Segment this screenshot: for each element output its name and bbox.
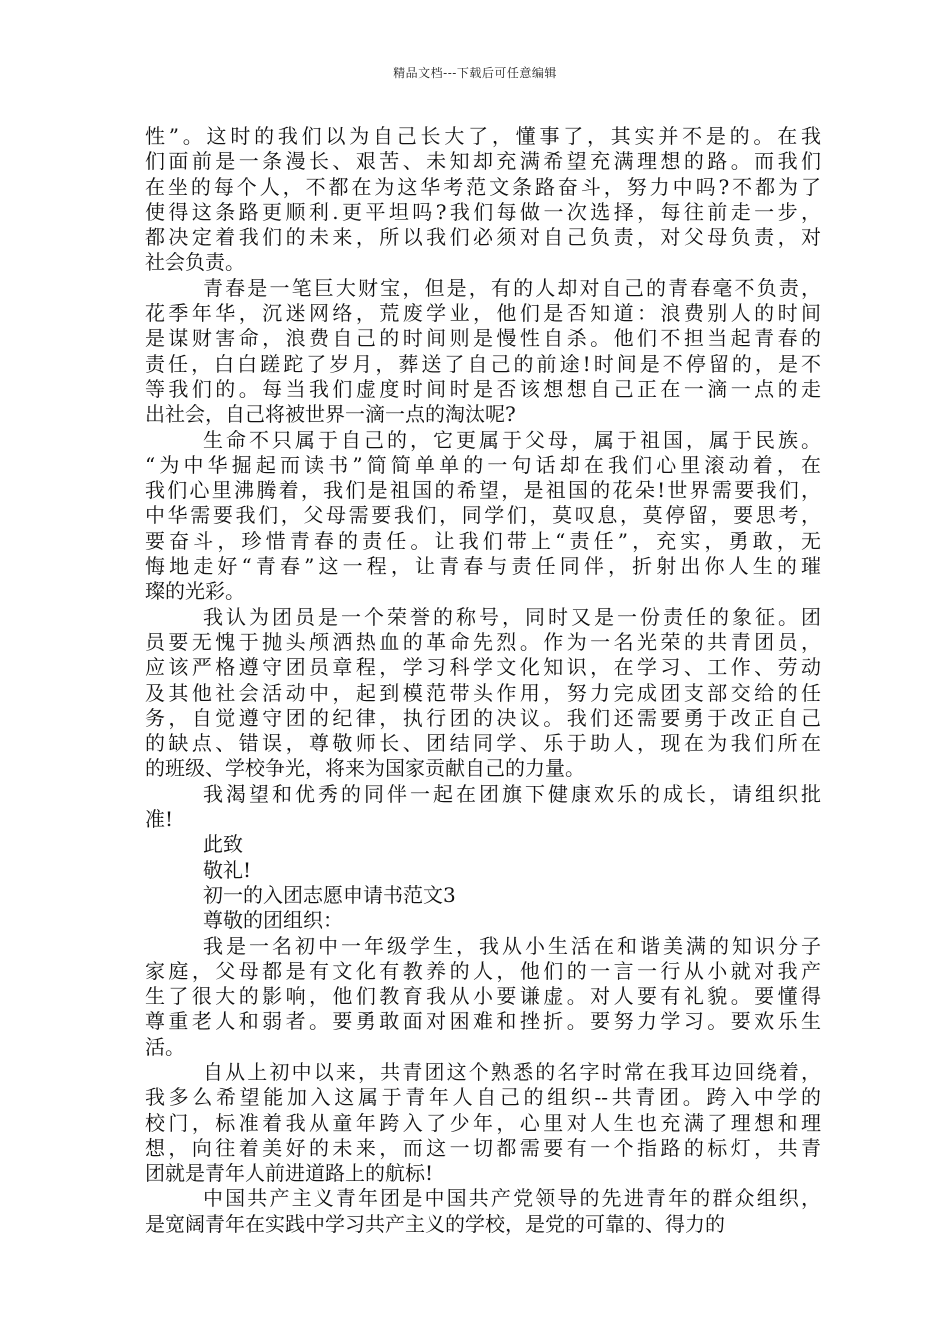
paragraph [145, 1186, 821, 1237]
paragraph [145, 276, 821, 428]
text-line: 生了很大的影响，他们教育我从小要谦虚。对人要有礼貌。要懂得 [145, 984, 821, 1009]
text-line: 花季年华，沉迷网络，荒废学业，他们是否知道：浪费别人的时间 [145, 301, 821, 326]
text-line: 生命不只属于自己的，它更属于父母，属于祖国，属于民族。 [203, 427, 821, 452]
text-line: 中国共产主义青年团是中国共产党领导的先进青年的群众组织， [203, 1186, 821, 1211]
text-line: 是谋财害命，浪费自己的时间则是慢性自杀。他们不担当起青春的 [145, 326, 821, 351]
paragraph [145, 428, 821, 605]
text-line: 及其他社会活动中，起到模范带头作用，努力完成团支部交给的任 [145, 680, 821, 705]
text-line: 应该严格遵守团员章程，学习科学文化知识，在学习、工作、劳动 [145, 655, 821, 680]
text-line: 自从上初中以来，共青团这个熟悉的名字时常在我耳边回绕着， [203, 1059, 821, 1084]
text-line: 责任，白白蹉跎了岁月，葬送了自己的前途!时间是不停留的，是不 [145, 351, 821, 376]
text-line: 悔地走好“青春”这一程，让青春与责任同伴，折射出你人生的璀 [145, 554, 821, 579]
paragraph [145, 605, 821, 782]
text-line: 此致 [203, 832, 243, 857]
text-line: 的缺点、错误，尊敬师长、团结同学、乐于助人，现在为我们所在 [145, 731, 821, 756]
text-line: 是宽阔青年在实践中学习共产主义的学校，是党的可靠的、得力的 [145, 1211, 725, 1236]
text-line: 等我们的。每当我们虚度时间时是否该想想自己正在一滴一点的走 [145, 376, 821, 401]
text-line: 我是一名初中一年级学生，我从小生活在和谐美满的知识分子 [203, 933, 821, 958]
text-line: 出社会，自己将被世界一滴一点的淘汰呢? [145, 402, 516, 427]
text-line: 尊重老人和弱者。要勇敢面对困难和挫折。要努力学习。要欢乐生 [145, 1009, 821, 1034]
text-line: 初一的入团志愿申请书范文3 [203, 882, 456, 907]
text-line: 璨的光彩。 [145, 579, 245, 604]
text-line: 要奋斗，珍惜青春的责任。让我们带上“责任”，充实，勇敢，无 [145, 528, 821, 553]
text-line: 都决定着我们的未来，所以我们必须对自己负责，对父母负责，对 [145, 225, 821, 250]
paragraph [145, 1060, 821, 1186]
paragraph [145, 858, 821, 883]
text-line: 团就是青年人前进道路上的航标! [145, 1161, 434, 1186]
paragraph [145, 883, 821, 908]
text-line: 中华需要我们，父母需要我们，同学们，莫叹息，莫停留，要思考， [145, 503, 821, 528]
document-body [145, 124, 821, 1237]
text-line: 社会负责。 [145, 250, 245, 275]
text-line: 准! [145, 807, 174, 832]
paragraph [145, 124, 821, 276]
text-line: 员要无愧于抛头颅洒热血的革命先烈。作为一名光荣的共青团员， [145, 629, 821, 654]
text-line: 我多么希望能加入这属于青年人自己的组织--共青团。跨入中学的 [145, 1085, 821, 1110]
text-line: 在坐的每个人，不都在为这华考范文条路奋斗，努力中吗?不都为了 [145, 174, 821, 199]
text-line: 敬礼! [203, 857, 252, 882]
paragraph [145, 832, 821, 857]
text-line: 青春是一笔巨大财宝，但是，有的人却对自己的青春毫不负责， [203, 275, 821, 300]
text-line: “为中华掘起而读书”简简单单的一句话却在我们心里滚动着，在 [145, 452, 821, 477]
text-line: 性”。这时的我们以为自己长大了，懂事了，其实并不是的。在我 [145, 124, 821, 148]
text-line: 尊敬的团组织： [203, 908, 343, 933]
paragraph [145, 908, 821, 933]
page-header: 精品文档---下载后可任意编辑 [393, 66, 557, 80]
text-line: 想，向往着美好的未来，而这一切都需要有一个指路的标灯，共青 [145, 1135, 821, 1160]
paragraph [145, 782, 821, 833]
text-line: 我认为团员是一个荣誉的称号，同时又是一份责任的象征。团 [203, 604, 821, 629]
text-line: 家庭，父母都是有文化有教养的人，他们的一言一行从小就对我产 [145, 958, 821, 983]
paragraph [145, 934, 821, 1060]
text-line: 校门，标准着我从童年跨入了少年，心里对人生也充满了理想和理 [145, 1110, 821, 1135]
text-line: 务，自觉遵守团的纪律，执行团的决议。我们还需要勇于改正自己 [145, 705, 821, 730]
text-line: 我们心里沸腾着，我们是祖国的希望，是祖国的花朵!世界需要我们， [145, 478, 821, 503]
text-line: 的班级、学校争光，将来为国家贡献自己的力量。 [145, 756, 585, 781]
text-line: 活。 [145, 1034, 185, 1059]
text-line: 使得这条路更顺利.更平坦吗?我们每做一次选择，每往前走一步， [145, 199, 821, 224]
text-line: 们面前是一条漫长、艰苦、未知却充满希望充满理想的路。而我们 [145, 149, 821, 174]
text-line: 我渴望和优秀的同伴一起在团旗下健康欢乐的成长，请组织批 [203, 781, 821, 806]
